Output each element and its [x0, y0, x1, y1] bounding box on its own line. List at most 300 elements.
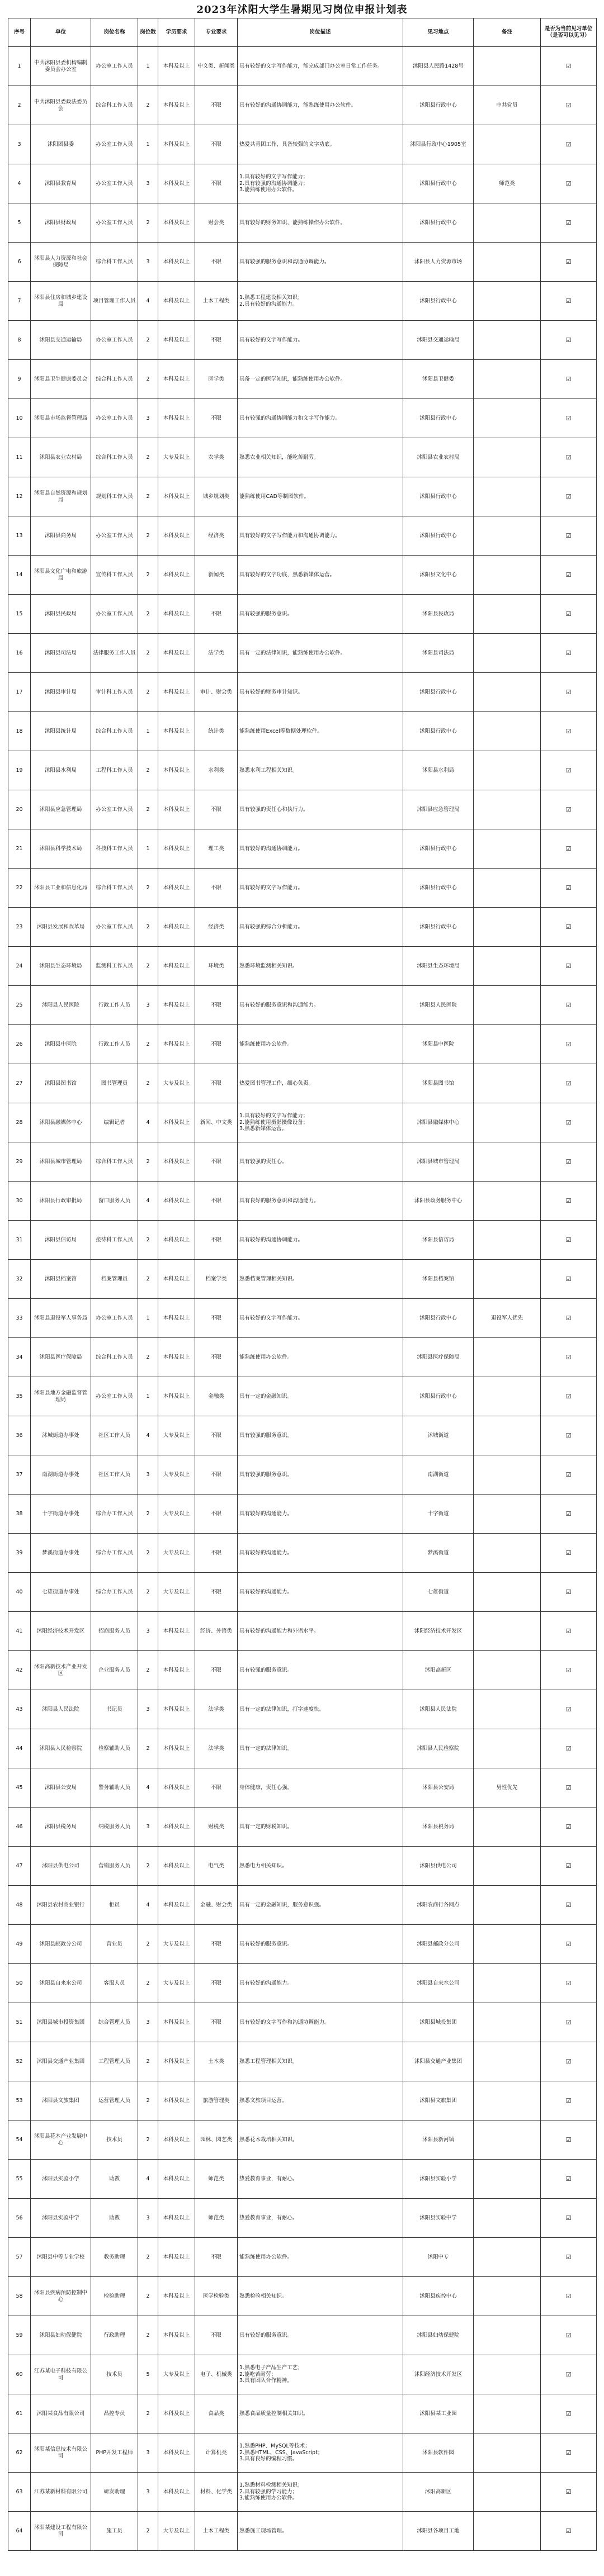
- row-education: 大专及以上: [158, 1534, 195, 1573]
- row-requirement: 身体健康，责任心强。: [238, 1768, 403, 1808]
- row-approved-check: ☑: [541, 1416, 597, 1455]
- row-address: 沭阳县文化中心: [403, 556, 474, 595]
- row-education: 本科及以上: [158, 1260, 195, 1299]
- row-no: 34: [8, 1338, 31, 1377]
- row-major: 新闻类: [195, 556, 238, 595]
- row-address: 沭阳县行政中心: [403, 829, 474, 869]
- row-notes: [474, 2316, 541, 2355]
- row-address: 沭阳县某工业园: [403, 2394, 474, 2433]
- row-education: 大专及以上: [158, 1964, 195, 2003]
- row-count: 2: [138, 2081, 158, 2120]
- row-address: 沭阳农商行各网点: [403, 1886, 474, 1925]
- row-count: 2: [138, 790, 158, 829]
- row-unit: 沭阳县统计局: [31, 712, 91, 751]
- row-major: 中文类、新闻类: [195, 47, 238, 86]
- row-major: 不限: [195, 986, 238, 1025]
- row-count: 2: [138, 2042, 158, 2081]
- row-notes: [474, 986, 541, 1025]
- row-position: 综合办工作人员: [91, 1495, 138, 1534]
- row-education: 大专及以上: [158, 1495, 195, 1534]
- row-no: 62: [8, 2433, 31, 2473]
- row-position: 营销服务人员: [91, 1847, 138, 1886]
- row-education: 本科及以上: [158, 829, 195, 869]
- row-position: 技术员: [91, 2120, 138, 2160]
- header-count: 岗位数: [138, 18, 158, 47]
- header-unit: 单位: [31, 18, 91, 47]
- row-approved-check: ☑: [541, 399, 597, 438]
- row-address: 七雄街道: [403, 1573, 474, 1612]
- row-count: 2: [138, 1142, 158, 1182]
- row-address: 沭阳县交通产业集团: [403, 2042, 474, 2081]
- row-position: 社区工作人员: [91, 1416, 138, 1455]
- row-address: 沭阳县行政中心: [403, 869, 474, 908]
- row-count: 2: [138, 673, 158, 712]
- table-row: [8, 986, 597, 1025]
- table-row: [8, 2316, 597, 2355]
- row-education: 本科及以上: [158, 282, 195, 321]
- row-education: 本科及以上: [158, 908, 195, 947]
- row-position: 行政工作人员: [91, 986, 138, 1025]
- row-education: 本科及以上: [158, 556, 195, 595]
- row-address: 沭阳县民政局: [403, 595, 474, 634]
- row-no: 39: [8, 1534, 31, 1573]
- row-major: 档案学类: [195, 1260, 238, 1299]
- row-education: 大专及以上: [158, 1416, 195, 1455]
- row-unit: 江苏某电子科技有限公司: [31, 2355, 91, 2394]
- row-address: 沭阳县人民医院: [403, 986, 474, 1025]
- row-approved-check: ☑: [541, 947, 597, 986]
- row-count: 2: [138, 2512, 158, 2551]
- row-requirement: 具有较好的沟通能力。: [238, 1573, 403, 1612]
- row-major: 不限: [195, 125, 238, 164]
- row-education: 本科及以上: [158, 243, 195, 282]
- row-major: 不限: [195, 164, 238, 203]
- table-body: [8, 47, 597, 2551]
- row-approved-check: ☑: [541, 634, 597, 673]
- row-notes: [474, 2003, 541, 2042]
- row-count: 2: [138, 86, 158, 125]
- row-unit: 沭阳县教育局: [31, 164, 91, 203]
- row-address: 沭阳县邮政分公司: [403, 1925, 474, 1964]
- table-row: [8, 1808, 597, 1847]
- row-address: 沭阳县供电公司: [403, 1847, 474, 1886]
- row-address: 沭阳县妇幼保健院: [403, 2316, 474, 2355]
- row-unit: 沭阳县自然资源和规划局: [31, 477, 91, 516]
- row-requirement: 能熟练使用Excel等数据处理软件。: [238, 712, 403, 751]
- table-row: [8, 360, 597, 399]
- row-education: 本科及以上: [158, 712, 195, 751]
- row-requirement: 熟悉施工现场管理。: [238, 2512, 403, 2551]
- row-requirement: 具有较好的文字写作能力。: [238, 321, 403, 360]
- row-major: 医学检验类: [195, 2277, 238, 2316]
- row-major: 不限: [195, 2316, 238, 2355]
- row-notes: [474, 751, 541, 790]
- row-count: 4: [138, 1103, 158, 1142]
- row-approved-check: ☑: [541, 2277, 597, 2316]
- row-position: PHP开发工程师: [91, 2433, 138, 2473]
- row-approved-check: ☑: [541, 673, 597, 712]
- row-notes: [474, 1651, 541, 1690]
- row-major: 园林、园艺类: [195, 2120, 238, 2160]
- table-row: [8, 1260, 597, 1299]
- row-unit: 沭阳县农村商业银行: [31, 1886, 91, 1925]
- row-major: 理工类: [195, 829, 238, 869]
- row-requirement: 具有较强的服务意识和沟通协调能力。: [238, 243, 403, 282]
- row-address: 沭阳县医疗保障局: [403, 1338, 474, 1377]
- row-requirement: 具有较强的服务意识。: [238, 1416, 403, 1455]
- row-unit: 沭阳县民政局: [31, 595, 91, 634]
- table-row: [8, 712, 597, 751]
- row-unit: 沭阳县财政局: [31, 203, 91, 243]
- row-position: 办公室工作人员: [91, 399, 138, 438]
- row-unit: 沭阳县医疗保障局: [31, 1338, 91, 1377]
- row-position: 办公室工作人员: [91, 516, 138, 556]
- row-no: 63: [8, 2473, 31, 2512]
- row-major: 师范类: [195, 2160, 238, 2199]
- row-major: 不限: [195, 1455, 238, 1495]
- row-no: 26: [8, 1025, 31, 1064]
- row-major: 农学类: [195, 438, 238, 477]
- row-requirement: 具有较好的沟通能力和外语水平。: [238, 1612, 403, 1651]
- row-no: 12: [8, 477, 31, 516]
- row-no: 61: [8, 2394, 31, 2433]
- row-address: 沭阳县行政中心: [403, 712, 474, 751]
- row-requirement: 具有一定的法律知识，能熟练使用办公软件。: [238, 634, 403, 673]
- row-notes: [474, 125, 541, 164]
- row-education: 本科及以上: [158, 1808, 195, 1847]
- row-requirement: 热爱教育事业，有耐心。: [238, 2199, 403, 2238]
- row-position: 窗口服务人员: [91, 1182, 138, 1221]
- row-count: 2: [138, 634, 158, 673]
- row-unit: 沭阳县人民医院: [31, 986, 91, 1025]
- row-position: 办公室工作人员: [91, 790, 138, 829]
- table-row: [8, 595, 597, 634]
- row-unit: 十字街道办事处: [31, 1495, 91, 1534]
- row-address: 沭阳县城投集团: [403, 2003, 474, 2042]
- row-address: 沭阳县行政中心: [403, 86, 474, 125]
- table-row: [8, 1299, 597, 1338]
- row-no: 1: [8, 47, 31, 86]
- row-position: 办公室工作人员: [91, 908, 138, 947]
- row-requirement: 具有较强的服务意识。: [238, 1455, 403, 1495]
- document-title: 2023年沭阳大学生暑期见习岗位申报计划表: [196, 4, 408, 16]
- row-education: 本科及以上: [158, 1142, 195, 1182]
- row-no: 36: [8, 1416, 31, 1455]
- row-position: 办公室工作人员: [91, 47, 138, 86]
- row-no: 57: [8, 2238, 31, 2277]
- row-no: 51: [8, 2003, 31, 2042]
- row-approved-check: ☑: [541, 869, 597, 908]
- row-requirement: 能熟练使用办公软件。: [238, 2238, 403, 2277]
- row-approved-check: ☑: [541, 1025, 597, 1064]
- header-position: 岗位名称: [91, 18, 138, 47]
- row-unit: 沭阳县生态环境局: [31, 947, 91, 986]
- row-education: 本科及以上: [158, 2120, 195, 2160]
- row-requirement: 具有较强的沟通协调能力和文字写作能力。: [238, 399, 403, 438]
- row-requirement: 具有较好的沟通能力。: [238, 1495, 403, 1534]
- table-row: [8, 1690, 597, 1729]
- row-requirement: 具备一定的医学知识，能熟练使用办公软件。: [238, 360, 403, 399]
- row-position: 监测科工作人员: [91, 947, 138, 986]
- row-major: 不限: [195, 1416, 238, 1455]
- row-requirement: 熟悉电力相关知识。: [238, 1847, 403, 1886]
- row-approved-check: ☑: [541, 477, 597, 516]
- row-unit: 沭阳团县委: [31, 125, 91, 164]
- row-address: 沭阳高新区: [403, 1651, 474, 1690]
- row-education: 本科及以上: [158, 2433, 195, 2473]
- row-no: 56: [8, 2199, 31, 2238]
- row-address: 沭阳县交通运输局: [403, 321, 474, 360]
- row-unit: 沭阳县供电公司: [31, 1847, 91, 1886]
- row-approved-check: ☑: [541, 1808, 597, 1847]
- row-education: 本科及以上: [158, 1612, 195, 1651]
- row-no: 27: [8, 1064, 31, 1103]
- row-approved-check: ☑: [541, 1182, 597, 1221]
- row-education: 本科及以上: [158, 125, 195, 164]
- row-count: 2: [138, 1573, 158, 1612]
- row-notes: [474, 321, 541, 360]
- row-count: 3: [138, 164, 158, 203]
- row-major: 城乡规划类: [195, 477, 238, 516]
- row-notes: [474, 790, 541, 829]
- row-major: 不限: [195, 1651, 238, 1690]
- table-row: [8, 1377, 597, 1416]
- row-approved-check: ☑: [541, 1964, 597, 2003]
- row-major: 法学类: [195, 1690, 238, 1729]
- row-count: 3: [138, 243, 158, 282]
- row-position: 社区工作人员: [91, 1455, 138, 1495]
- table-row: [8, 947, 597, 986]
- row-no: 44: [8, 1729, 31, 1768]
- row-education: 本科及以上: [158, 2160, 195, 2199]
- row-major: 土木类: [195, 2042, 238, 2081]
- row-no: 18: [8, 712, 31, 751]
- header-education: 学历要求: [158, 18, 195, 47]
- row-count: 2: [138, 556, 158, 595]
- table-row: [8, 1142, 597, 1182]
- table-row: [8, 2120, 597, 2160]
- row-education: 本科及以上: [158, 595, 195, 634]
- row-address: 沭阳县行政中心: [403, 164, 474, 203]
- row-requirement: 1.熟悉PHP、MySQL等技术； 2.熟悉HTML、CSS、JavaScript； 3.具有良好的编程习惯。: [238, 2433, 403, 2473]
- row-major: 不限: [195, 1495, 238, 1534]
- row-unit: 沭阳县实验小学: [31, 2160, 91, 2199]
- row-unit: 沭阳县人力资源和社会保障局: [31, 243, 91, 282]
- row-position: 项目管理工作人员: [91, 282, 138, 321]
- row-major: 不限: [195, 399, 238, 438]
- row-approved-check: ☑: [541, 1651, 597, 1690]
- row-address: 沭阳县行政中心: [403, 516, 474, 556]
- row-count: 2: [138, 2277, 158, 2316]
- row-address: 沭阳县行政中心: [403, 1299, 474, 1338]
- row-position: 工程管理人员: [91, 2042, 138, 2081]
- table-row: [8, 1886, 597, 1925]
- row-major: 水利类: [195, 751, 238, 790]
- row-no: 30: [8, 1182, 31, 1221]
- row-approved-check: ☑: [541, 1495, 597, 1534]
- row-unit: 沭阳县自来水公司: [31, 1964, 91, 2003]
- table-header-row: [8, 18, 597, 47]
- row-no: 38: [8, 1495, 31, 1534]
- row-notes: [474, 477, 541, 516]
- row-unit: 沭阳某建设工程有限公司: [31, 2512, 91, 2551]
- row-approved-check: ☑: [541, 712, 597, 751]
- row-requirement: 熟悉工程管理相关知识。: [238, 2042, 403, 2081]
- row-notes: [474, 1182, 541, 1221]
- row-count: 3: [138, 986, 158, 1025]
- row-unit: 沭阳县行政审批局: [31, 1182, 91, 1221]
- row-education: 大专及以上: [158, 1455, 195, 1495]
- row-no: 20: [8, 790, 31, 829]
- row-major: 不限: [195, 1221, 238, 1260]
- row-count: 2: [138, 947, 158, 986]
- row-requirement: 具有较强的服务意识。: [238, 1651, 403, 1690]
- row-notes: [474, 1455, 541, 1495]
- row-notes: [474, 2355, 541, 2394]
- row-requirement: 熟悉水利工程相关知识。: [238, 751, 403, 790]
- row-approved-check: ☑: [541, 986, 597, 1025]
- row-count: 1: [138, 712, 158, 751]
- row-count: 2: [138, 595, 158, 634]
- header-notes: 备注: [474, 18, 541, 47]
- row-no: 8: [8, 321, 31, 360]
- row-position: 教务助理: [91, 2238, 138, 2277]
- row-education: 大专及以上: [158, 2512, 195, 2551]
- row-major: 计算机类: [195, 2433, 238, 2473]
- row-no: 5: [8, 203, 31, 243]
- row-address: 沭阳县人民路1428号: [403, 47, 474, 86]
- row-major: 不限: [195, 1925, 238, 1964]
- row-address: 沭阳县人民检察院: [403, 1729, 474, 1768]
- row-count: 2: [138, 321, 158, 360]
- row-count: 4: [138, 1768, 158, 1808]
- row-notes: 男性优先: [474, 1768, 541, 1808]
- row-count: 2: [138, 1651, 158, 1690]
- row-position: 企业服务人员: [91, 1651, 138, 1690]
- row-position: 书记员: [91, 1690, 138, 1729]
- row-notes: [474, 1573, 541, 1612]
- row-education: 本科及以上: [158, 2081, 195, 2120]
- row-unit: 沭阳县发展和改革局: [31, 908, 91, 947]
- row-notes: [474, 47, 541, 86]
- row-education: 大专及以上: [158, 1064, 195, 1103]
- row-major: 电气类: [195, 1847, 238, 1886]
- row-no: 35: [8, 1377, 31, 1416]
- row-education: 本科及以上: [158, 1690, 195, 1729]
- table-row: [8, 1182, 597, 1221]
- row-approved-check: ☑: [541, 2433, 597, 2473]
- row-major: 不限: [195, 1299, 238, 1338]
- row-requirement: 具有一定的法律知识，打字速度快。: [238, 1690, 403, 1729]
- row-count: 5: [138, 2355, 158, 2394]
- row-approved-check: ☑: [541, 516, 597, 556]
- row-major: 不限: [195, 1025, 238, 1064]
- row-notes: [474, 869, 541, 908]
- row-education: 本科及以上: [158, 1299, 195, 1338]
- row-requirement: 具有较好的沟通能力。: [238, 1534, 403, 1573]
- row-requirement: 能熟练使用办公软件。: [238, 1338, 403, 1377]
- row-notes: [474, 2120, 541, 2160]
- row-requirement: 具有较好的文字写作能力。: [238, 869, 403, 908]
- row-requirement: 具有较好的财务知识，能熟练操作办公软件。: [238, 203, 403, 243]
- row-requirement: 1.具有较好的文字写作能力； 2.具有较强的沟通协调能力； 3.能熟练使用办公软件。: [238, 164, 403, 203]
- row-education: 本科及以上: [158, 321, 195, 360]
- table-row: [8, 125, 597, 164]
- row-address: 沭阳县实验小学: [403, 2160, 474, 2199]
- row-count: 1: [138, 125, 158, 164]
- row-no: 47: [8, 1847, 31, 1886]
- row-position: 综合科工作人员: [91, 1338, 138, 1377]
- row-approved-check: ☑: [541, 751, 597, 790]
- row-education: 本科及以上: [158, 2394, 195, 2433]
- table-row: [8, 1573, 597, 1612]
- row-approved-check: ☑: [541, 203, 597, 243]
- row-notes: [474, 1925, 541, 1964]
- row-education: 本科及以上: [158, 1651, 195, 1690]
- table-row: [8, 556, 597, 595]
- row-unit: 沭阳县实验中学: [31, 2199, 91, 2238]
- row-address: 沭阳县行政中心: [403, 673, 474, 712]
- row-count: 2: [138, 516, 158, 556]
- row-notes: 中共党员: [474, 86, 541, 125]
- row-notes: [474, 2473, 541, 2512]
- table-row: [8, 399, 597, 438]
- row-requirement: 具有一定的金融知识，服务意识强。: [238, 1886, 403, 1925]
- row-no: 29: [8, 1142, 31, 1182]
- row-unit: 沭阳县税务局: [31, 1808, 91, 1847]
- row-approved-check: ☑: [541, 2512, 597, 2551]
- row-requirement: 熟悉文旅项目运营。: [238, 2081, 403, 2120]
- row-count: 3: [138, 1808, 158, 1847]
- row-approved-check: ☑: [541, 1768, 597, 1808]
- row-position: 宣传科工作人员: [91, 556, 138, 595]
- table-row: [8, 203, 597, 243]
- row-major: 统计类: [195, 712, 238, 751]
- row-unit: 沭阳县图书馆: [31, 1064, 91, 1103]
- row-major: 新闻、中文类: [195, 1103, 238, 1142]
- row-requirement: 能熟练使用CAD等制图软件。: [238, 477, 403, 516]
- row-approved-check: ☑: [541, 2120, 597, 2160]
- row-approved-check: ☑: [541, 1612, 597, 1651]
- row-position: 纳税服务人员: [91, 1808, 138, 1847]
- row-count: 2: [138, 1064, 158, 1103]
- row-unit: 沭阳县中医院: [31, 1025, 91, 1064]
- row-position: 办公室工作人员: [91, 1299, 138, 1338]
- row-unit: 沭阳县水利局: [31, 751, 91, 790]
- row-unit: 沭阳县妇幼保健院: [31, 2316, 91, 2355]
- row-count: 2: [138, 1025, 158, 1064]
- row-requirement: 具有一定的法律知识。: [238, 1729, 403, 1768]
- row-requirement: 具有较好的服务意识和沟通能力。: [238, 986, 403, 1025]
- row-unit: 沭阳县地方金融监督管理局: [31, 1377, 91, 1416]
- row-notes: [474, 1612, 541, 1651]
- row-no: 40: [8, 1573, 31, 1612]
- row-approved-check: ☑: [541, 1103, 597, 1142]
- row-approved-check: ☑: [541, 125, 597, 164]
- table-row: [8, 751, 597, 790]
- row-count: 2: [138, 438, 158, 477]
- row-no: 6: [8, 243, 31, 282]
- row-no: 28: [8, 1103, 31, 1142]
- row-approved-check: ☑: [541, 164, 597, 203]
- row-unit: 江苏某新材料有限公司: [31, 2473, 91, 2512]
- row-position: 综合科工作人员: [91, 86, 138, 125]
- table-row: [8, 1495, 597, 1534]
- row-education: 本科及以上: [158, 947, 195, 986]
- row-approved-check: ☑: [541, 1690, 597, 1729]
- row-education: 本科及以上: [158, 1729, 195, 1768]
- row-count: 2: [138, 1964, 158, 2003]
